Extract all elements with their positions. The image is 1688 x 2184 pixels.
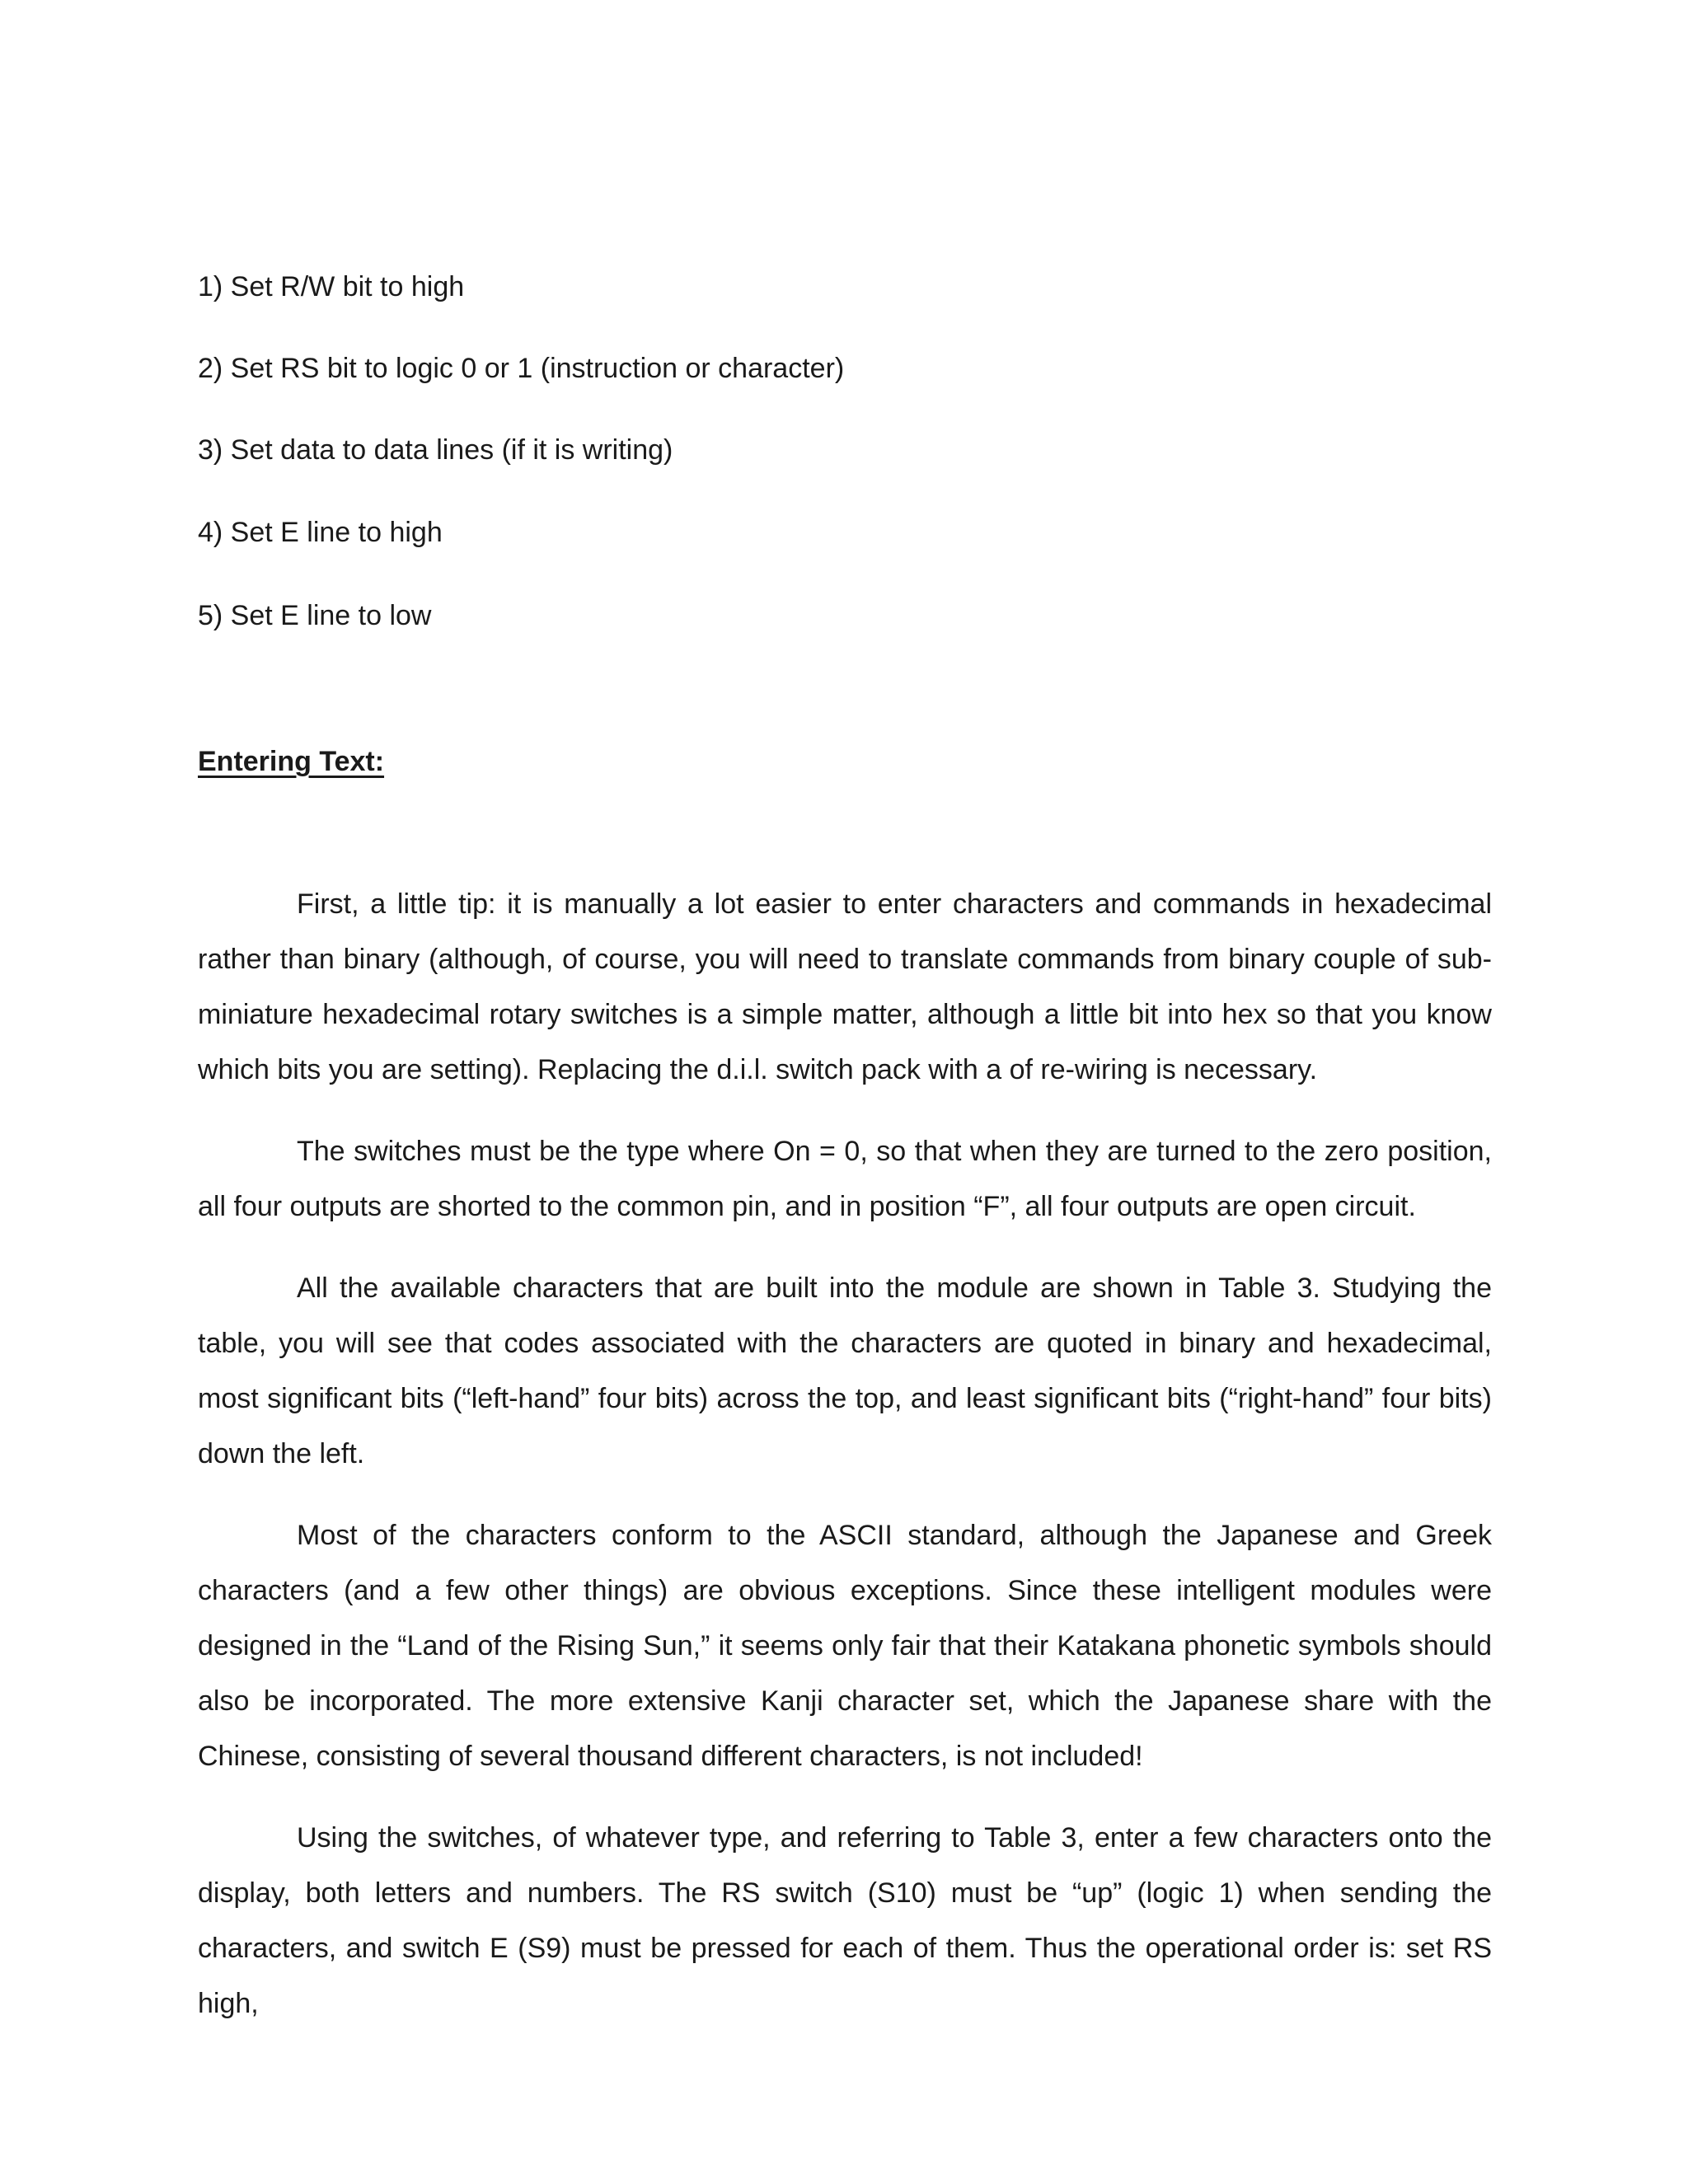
body-text [198, 877, 1492, 2058]
paragraph: Most of the characters conform to the ASCII standard, although the Japanese and Greek characters (and a few other things) are obvious exceptions. Since these intelligent modules were designed in the “Land of the Rising Sun,” it seems only fair that their Katakana phonetic symbols should also be incorporated. The more extensive Kanji character set, which the Japanese share with the Chinese, consisting of several thousand different characters, is not included! [198, 1520, 1492, 1772]
step-item: 2) Set RS bit to logic 0 or 1 (instruction or character) [198, 353, 845, 384]
step-item: 4) Set E line to high [198, 517, 443, 548]
section-heading: Entering Text: [198, 746, 385, 777]
paragraph: Using the switches, of whatever type, and referring to Table 3, enter a few characters onto the display, both letters and numbers. The RS switch (S10) must be “up” (logic 1) when sending the characters, and switch E (S9) must be pressed for each of them. Thus the operational order is: set RS high, [198, 1822, 1492, 2019]
step-item: 5) Set E line to low [198, 600, 432, 631]
paragraph: First, a little tip: it is manually a lot easier to enter characters and commands in hexadecimal rather than binary (although, of course, you will need to translate commands from binary couple of sub-miniature hexadecimal rotary switches is a simple matter, although a little bit into hex so that you know which bits you are setting). Replacing the d.i.l. switch pack with a of re-wiring is necessary. [198, 888, 1492, 1085]
paragraph: The switches must be the type where On = 0, so that when they are turned to the zero position, all four outputs are shorted to the common pin, and in position “F”, all four outputs are open circuit. [198, 1136, 1492, 1222]
paragraph: All the available characters that are built into the module are shown in Table 3. Studying the table, you will see that codes associated with the characters are quoted in binary and hexadecimal, most significant bits (“left-hand” four bits) across the top, and least significant bits (“right-hand” four bits) down the left. [198, 1272, 1492, 1469]
step-item: 1) Set R/W bit to high [198, 271, 465, 302]
step-item: 3) Set data to data lines (if it is writing) [198, 434, 673, 466]
